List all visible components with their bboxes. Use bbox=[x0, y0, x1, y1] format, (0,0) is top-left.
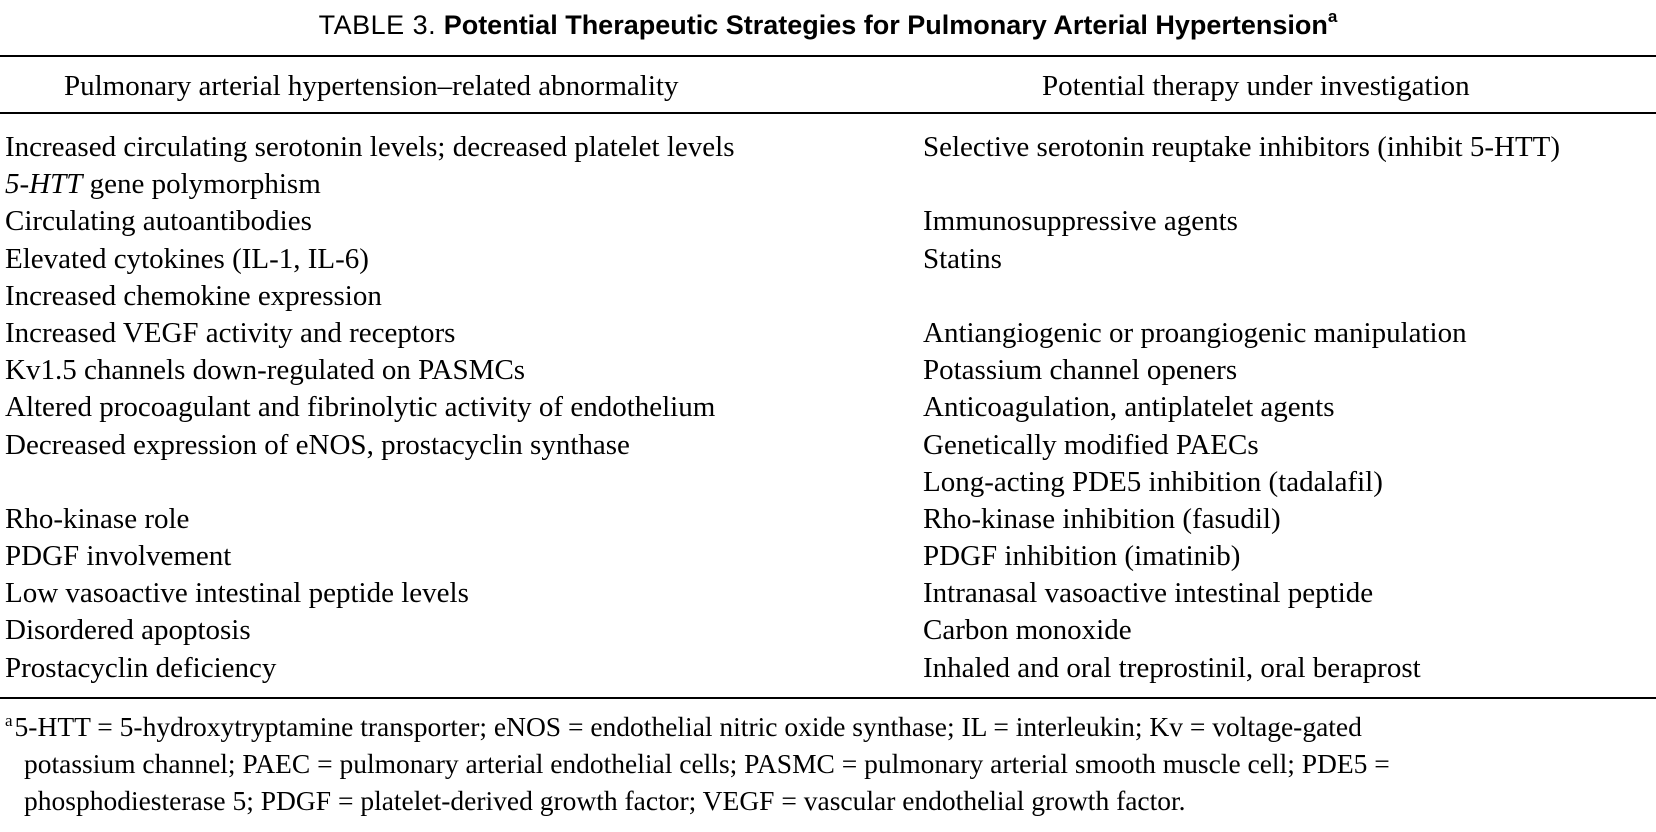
table-row bbox=[0, 538, 1656, 575]
table-body bbox=[0, 129, 1656, 687]
table-row bbox=[0, 166, 1656, 203]
footnote-line bbox=[5, 708, 1651, 745]
table-row bbox=[0, 501, 1656, 538]
footnote-text: potassium channel; PAEC = pulmonary arterial endothelial cells; PASMC = pulmonary arterial smooth muscle cell; PDE5 = bbox=[24, 748, 1390, 779]
table-title bbox=[0, 5, 1656, 45]
gene-name-italic: 5-HTT bbox=[5, 168, 83, 201]
abnormality-cell: Increased chemokine expression bbox=[5, 279, 382, 312]
table-row bbox=[0, 352, 1656, 389]
table-label: TABLE 3. bbox=[318, 10, 437, 40]
abnormality-cell: Disordered apoptosis bbox=[5, 614, 251, 647]
therapy-cell: Potassium channel openers bbox=[923, 354, 1238, 387]
abnormality-cell: Low vasoactive intestinal peptide levels bbox=[5, 577, 469, 610]
therapy-cell: Immunosuppressive agents bbox=[923, 205, 1238, 238]
abnormality-cell: Altered procoagulant and fibrinolytic activity of endothelium bbox=[5, 391, 716, 424]
therapy-cell: Selective serotonin reuptake inhibitors (inhibit 5-HTT) bbox=[923, 131, 1561, 163]
abnormality-cell: Decreased expression of eNOS, prostacyclin synthase bbox=[5, 428, 630, 461]
table-row bbox=[0, 575, 1656, 612]
footnote-line bbox=[5, 745, 1651, 782]
abnormality-cell: PDGF involvement bbox=[5, 540, 232, 573]
table-row bbox=[0, 315, 1656, 352]
table-row bbox=[0, 650, 1656, 687]
table-row bbox=[0, 241, 1656, 278]
table-row bbox=[0, 278, 1656, 315]
therapy-cell: PDGF inhibition (imatinib) bbox=[923, 540, 1241, 573]
table-row bbox=[0, 203, 1656, 240]
abnormality-cell: Rho-kinase role bbox=[5, 502, 190, 535]
abnormality-cell bbox=[5, 166, 321, 203]
top-rule bbox=[0, 55, 1656, 57]
table-row bbox=[0, 129, 1656, 166]
therapy-cell: Long-acting PDE5 inhibition (tadalafil) bbox=[923, 465, 1383, 498]
therapy-cell: Genetically modified PAECs bbox=[923, 428, 1259, 461]
therapy-cell: Antiangiogenic or proangiogenic manipulation bbox=[923, 316, 1467, 349]
therapy-cell: Carbon monoxide bbox=[923, 614, 1132, 647]
bottom-rule bbox=[0, 697, 1656, 699]
table-row bbox=[0, 612, 1656, 649]
abnormality-cell: Increased circulating serotonin levels; decreased platelet levels bbox=[5, 131, 735, 163]
column-header-abnormality: Pulmonary arterial hypertension–related abnormality bbox=[64, 70, 679, 102]
therapy-cell: Statins bbox=[923, 242, 1002, 275]
footnote-marker: a bbox=[5, 711, 13, 730]
therapy-cell: Anticoagulation, antiplatelet agents bbox=[923, 391, 1335, 424]
table-footnote bbox=[5, 708, 1651, 819]
therapy-cell: Rho-kinase inhibition (fasudil) bbox=[923, 502, 1281, 535]
table-row bbox=[0, 464, 1656, 501]
abnormality-cell-rest: gene polymorphism bbox=[82, 168, 321, 201]
footnote-text: 5-HTT = 5-hydroxytryptamine transporter; eNOS = endothelial nitric oxide synthase; IL = interleukin; Kv = voltage-gated bbox=[14, 711, 1362, 742]
abnormality-cell: Circulating autoantibodies bbox=[5, 205, 312, 238]
table-row bbox=[0, 389, 1656, 426]
therapy-cell: Inhaled and oral treprostinil, oral beraprost bbox=[923, 651, 1421, 684]
title-footnote-marker: a bbox=[1327, 7, 1338, 26]
table-title-text: Potential Therapeutic Strategies for Pulmonary Arterial Hypertension bbox=[443, 10, 1328, 40]
footnote-line bbox=[5, 782, 1651, 819]
abnormality-cell: Increased VEGF activity and receptors bbox=[5, 316, 456, 349]
header-rule bbox=[0, 112, 1656, 114]
abnormality-cell: Elevated cytokines (IL-1, IL-6) bbox=[5, 242, 369, 275]
abnormality-cell: Prostacyclin deficiency bbox=[5, 651, 277, 684]
table-row bbox=[0, 427, 1656, 464]
abnormality-cell: Kv1.5 channels down-regulated on PASMCs bbox=[5, 354, 526, 387]
column-header-therapy: Potential therapy under investigation bbox=[1042, 70, 1470, 102]
therapy-cell: Intranasal vasoactive intestinal peptide bbox=[923, 577, 1374, 610]
footnote-text: phosphodiesterase 5; PDGF = platelet-derived growth factor; VEGF = vascular endothelial growth factor. bbox=[24, 785, 1186, 816]
